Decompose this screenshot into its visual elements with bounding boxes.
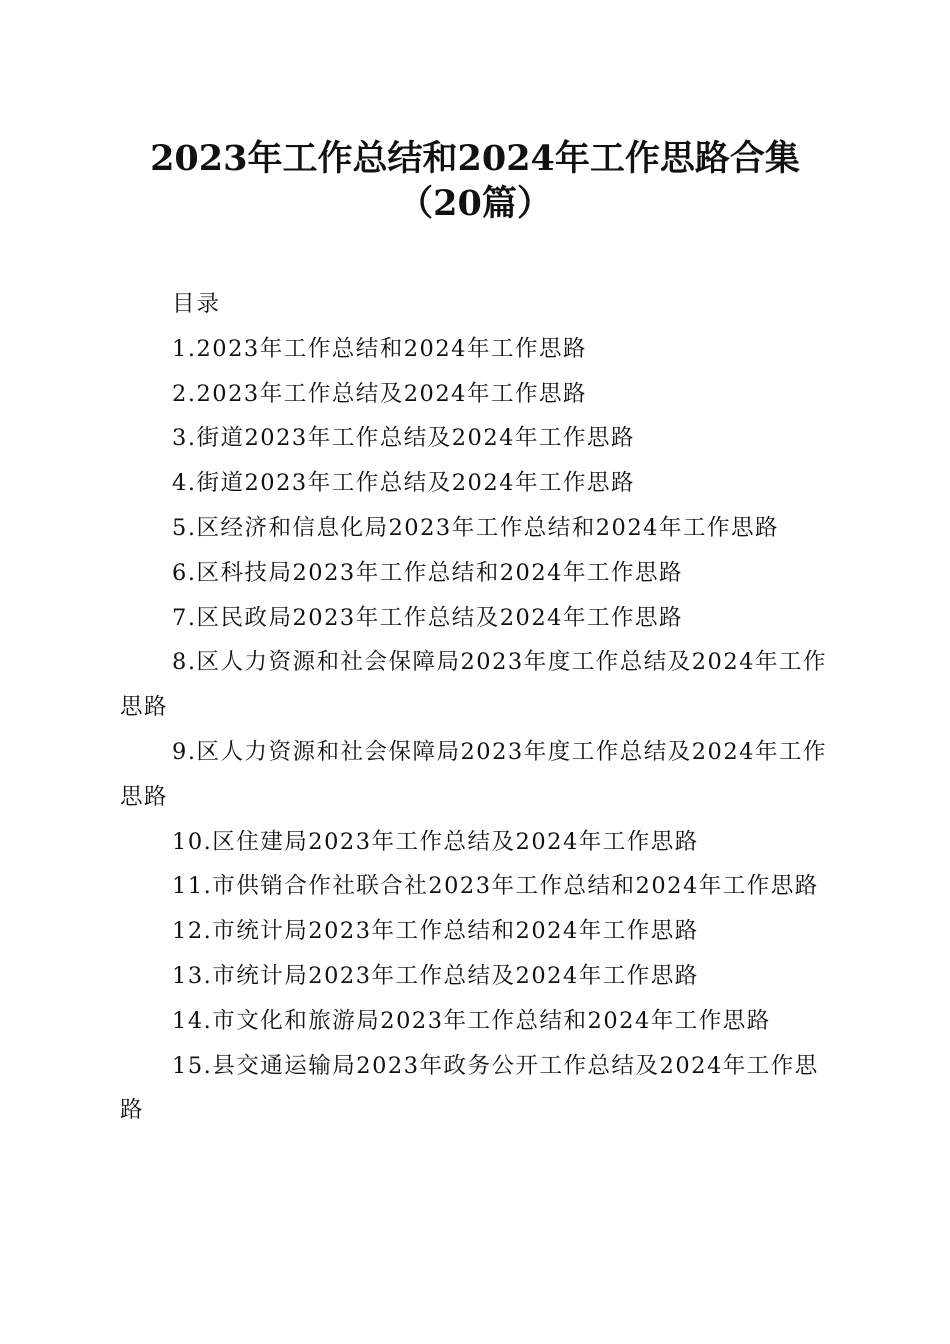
- toc-item: 1.2023年工作总结和2024年工作思路: [172, 335, 587, 362]
- toc-item: 8.区人力资源和社会保障局2023年度工作总结及2024年工作思路: [120, 649, 827, 721]
- toc-item: 15.县交通运输局2023年政务公开工作总结及2024年工作思路: [120, 1052, 819, 1124]
- toc-item: 6.区科技局2023年工作总结和2024年工作思路: [172, 559, 683, 586]
- document-title: 2023年工作总结和2024年工作思路合集（20篇）: [150, 138, 800, 224]
- toc-item: 11.市供销合作社联合社2023年工作总结和2024年工作思路: [172, 873, 819, 900]
- table-of-contents: [120, 282, 830, 1133]
- toc-item: 13.市统计局2023年工作总结及2024年工作思路: [172, 962, 699, 989]
- toc-item: 3.街道2023年工作总结及2024年工作思路: [172, 425, 635, 452]
- toc-item: 14.市文化和旅游局2023年工作总结和2024年工作思路: [172, 1007, 771, 1034]
- toc-heading: 目录: [172, 291, 222, 317]
- toc-item: 12.市统计局2023年工作总结和2024年工作思路: [172, 918, 699, 945]
- toc-list: [120, 327, 830, 1133]
- toc-item: 4.街道2023年工作总结及2024年工作思路: [172, 470, 635, 497]
- toc-item: 9.区人力资源和社会保障局2023年度工作总结及2024年工作思路: [120, 738, 827, 810]
- toc-item: 5.区经济和信息化局2023年工作总结和2024年工作思路: [172, 514, 779, 541]
- toc-item: 10.区住建局2023年工作总结及2024年工作思路: [172, 828, 699, 855]
- toc-item: 7.区民政局2023年工作总结及2024年工作思路: [172, 604, 683, 631]
- toc-item: 2.2023年工作总结及2024年工作思路: [172, 380, 587, 407]
